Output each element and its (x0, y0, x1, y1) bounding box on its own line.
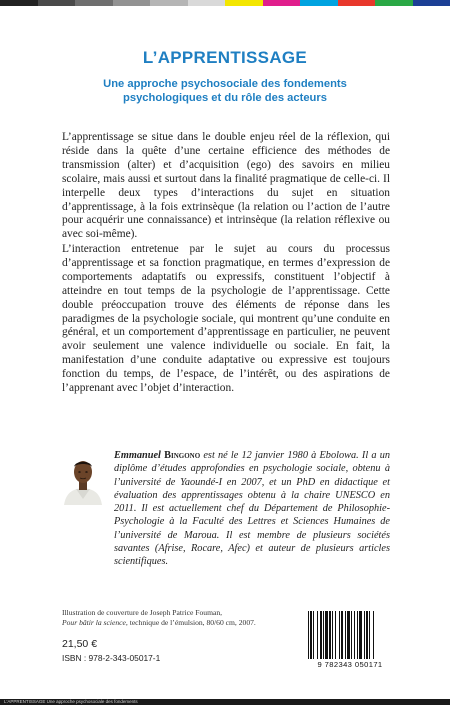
author-first-name: Emmanuel (114, 450, 161, 461)
barcode-bar (345, 611, 346, 659)
summary-paragraph-2: L’interaction entretenue par le sujet au cours du processus d’apprentissage et sa fonction pragmatique, en termes d’expression de comportements adaptatifs ou expressifs, constituent l’objectif à atteindre en tout temps de la psychologie de l’apprentissage. Cette double préoccupation trouve des éléments de réponse dans les paradigmes de la psychologie sociale, qui montrent qu’une conduite en général, et un comportement d’apprentissage en particulier, ne peuvent avoir seulement une valence individuelle ou sociale. En fait, la manifestation d’une conduite adaptative ou expressive est toujours fonction du temps, de l’espace, de l’intérêt, ou des aspirations de l’apprenant avec l’objet d’interaction. (62, 243, 390, 395)
credit-line-1: Illustration de couverture de Joseph Patrice Fouman, (62, 608, 223, 617)
barcode-bar (329, 611, 331, 659)
barcode-bar (366, 611, 368, 659)
barcode-bar (320, 611, 322, 659)
credit-artwork-title: Pour bâtir la science (62, 618, 126, 627)
summary-paragraph-1: L’apprentissage se situe dans le double enjeu réel de la réflexion, qui réside dans la quête d’une certaine efficience des méthodes de transmission (alter) et d’acquisition (ego) des savoirs en milieu scolaire, mais aussi et surtout dans la finalité pragmatique de celle-ci. Il interpelle deux types d’interactions du sujet en situation d’apprentissage, à la fois extrinsèque (la relation ou l’action de l’autre pour acquérir une connaissance) et intrinsèque (la relation réflexive ou avec soi-même). (62, 131, 390, 241)
strip-swatch (38, 0, 76, 6)
author-biography (114, 449, 390, 569)
strip-swatch (263, 0, 301, 6)
barcode-bar (339, 611, 340, 659)
barcode-bar (373, 611, 374, 659)
barcode-bar (310, 611, 312, 659)
price: 21,50 € (62, 638, 98, 650)
barcode-bar (317, 611, 318, 659)
strip-swatch (188, 0, 226, 6)
strip-swatch (225, 0, 263, 6)
strip-swatch (413, 0, 450, 6)
bottom-strip-label: L'APPRENTISSAGE Une approche psychosociale des fondements (4, 699, 138, 704)
author-bio-text: est né le 12 janvier 1980 à Ebolowa. Il a un diplôme d’études approfondies en psychologie sociale, obtenu à l’université de Yaoundé-I en 2007, et un PhD en didactique et évaluation des apprentissages obtenu à la chaire UNESCO en 2011. Il est actuellement chef du Département de Philosophie-Psychologie à la Faculté des Lettres et Sciences Humaines de l’université de Maroua. Il est membre de plusieurs sociétés savantes (Afrise, Rocare, Afec) et auteur de plusieurs articles scientifiques. (114, 450, 391, 568)
print-color-strip (0, 0, 450, 6)
strip-swatch (113, 0, 151, 6)
author-photo (62, 453, 104, 505)
author-last-name: Bingono (164, 450, 201, 461)
barcode-bar (354, 611, 355, 659)
barcode-bar (325, 611, 328, 659)
strip-swatch (75, 0, 113, 6)
barcode-bar (308, 611, 309, 659)
strip-swatch (150, 0, 188, 6)
barcode-bars-icon (306, 611, 394, 659)
book-title: L’APPRENTISSAGE (142, 48, 308, 67)
strip-swatch (0, 0, 38, 6)
author-portrait-icon (62, 453, 104, 505)
barcode-bar (335, 611, 336, 659)
barcode-bar (332, 611, 333, 659)
barcode-bar (359, 611, 362, 659)
barcode-bar (341, 611, 343, 659)
barcode-bar (313, 611, 314, 659)
barcode-bar (347, 611, 350, 659)
book-subtitle: Une approche psychosociale des fondements psychologiques et du rôle des acteurs (103, 78, 347, 104)
barcode-bar (323, 611, 324, 659)
strip-swatch (338, 0, 376, 6)
barcode-bar (351, 611, 352, 659)
strip-swatch (300, 0, 338, 6)
barcode-digits: 9 782343 050171 (317, 660, 383, 669)
barcode-bar (357, 611, 358, 659)
credit-line-2: , technique de l’émulsion, 80/60 cm, 2007. (125, 618, 256, 627)
barcode-bar (364, 611, 365, 659)
strip-swatch (375, 0, 413, 6)
barcode-bar (369, 611, 370, 659)
isbn: ISBN : 978-2-343-05017-1 (62, 653, 161, 663)
